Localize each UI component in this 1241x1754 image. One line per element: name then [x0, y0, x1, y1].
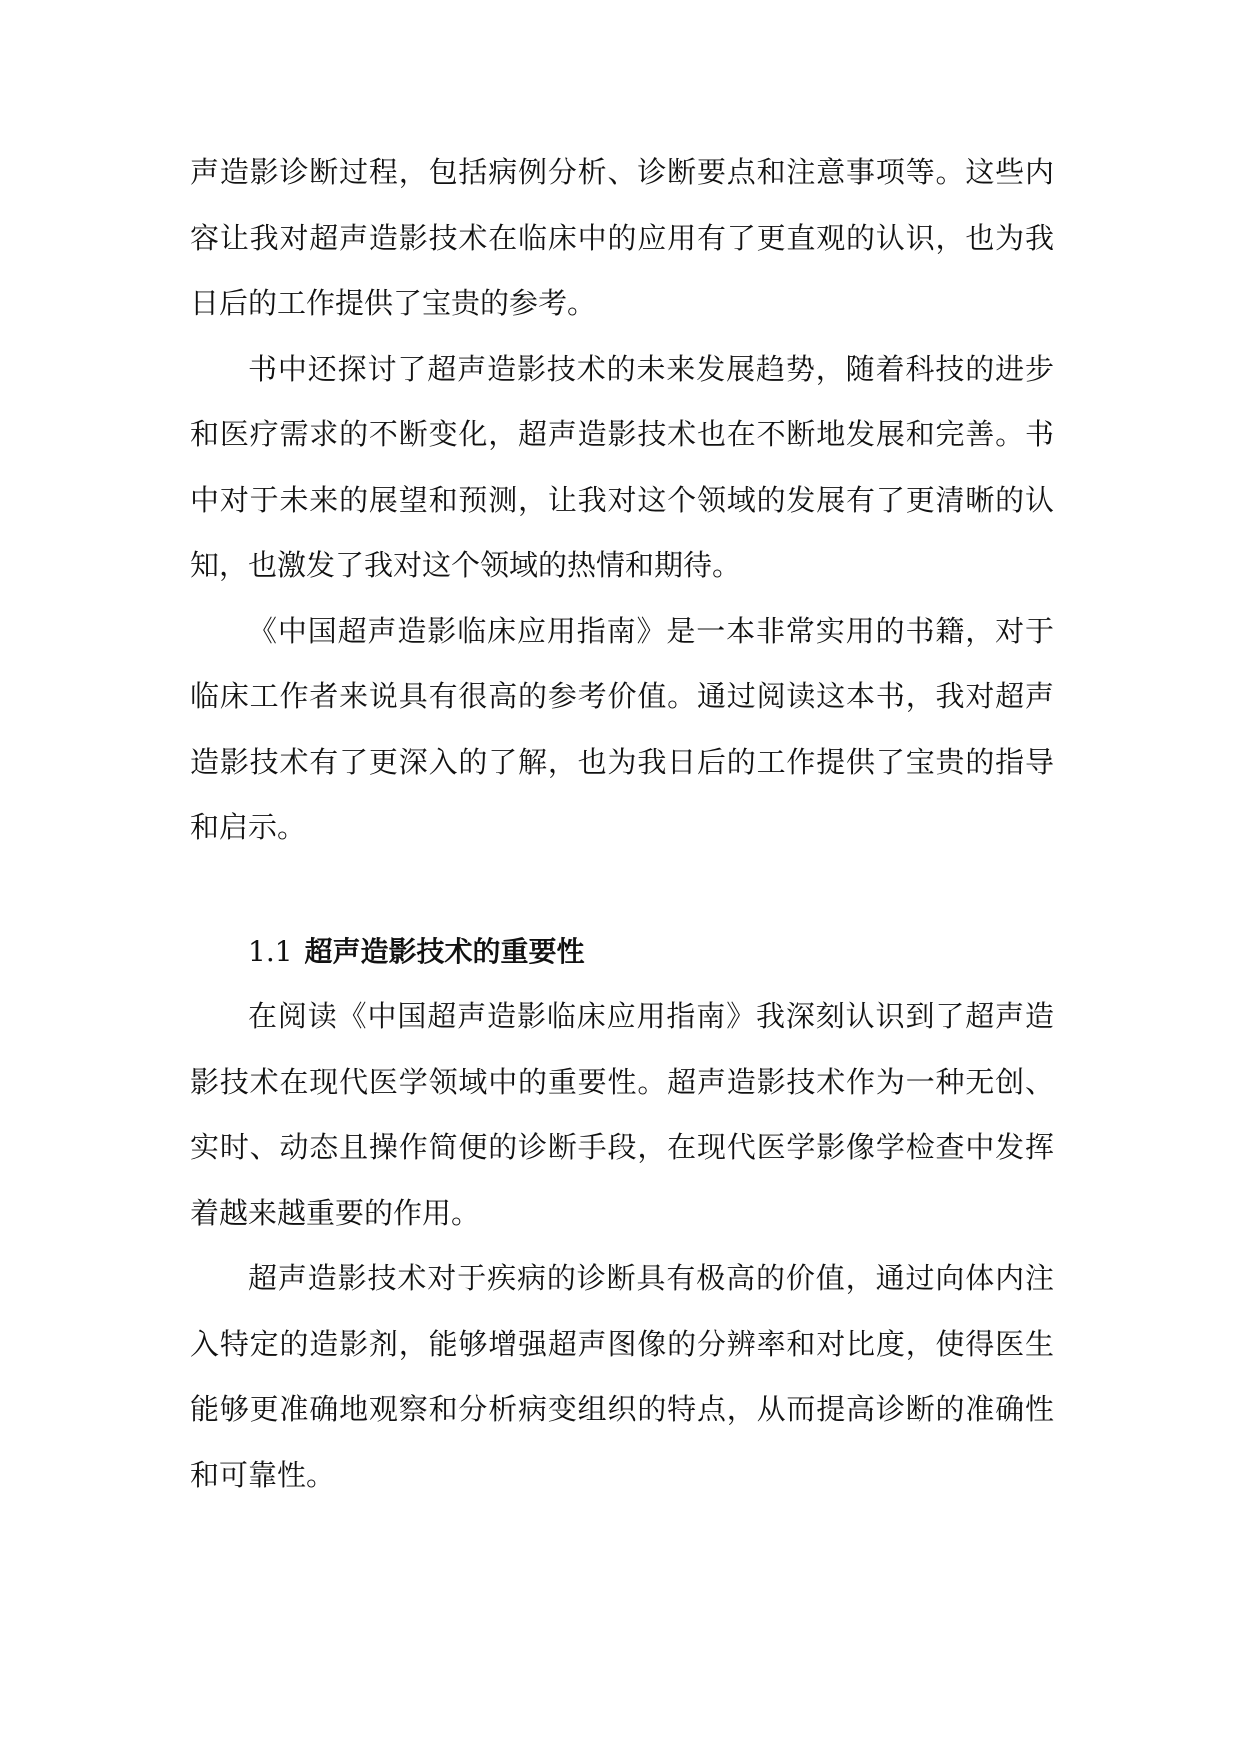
paragraph-diagnostic-value: 超声造影技术对于疾病的诊断具有极高的价值，通过向体内注入特定的造影剂，能够增强超声图像的分辨率和对比度，使得医生能够更准确地观察和分析病变组织的特点，从而提高诊断的准确性和可靠性。 [190, 1261, 1054, 1492]
paragraph-continued: 声造影诊断过程，包括病例分析、诊断要点和注意事项等。这些内容让我对超声造影技术在临床中的应用有了更直观的认识，也为我日后的工作提供了宝贵的参考。 [190, 155, 1054, 320]
paragraph-book-summary: 《中国超声造影临床应用指南》是一本非常实用的书籍，对于临床工作者来说具有很高的参考价值。通过阅读这本书，我对超声造影技术有了更深入的了解，也为我日后的工作提供了宝贵的指导和启示。 [190, 613, 1054, 844]
document-body [190, 140, 1054, 1508]
paragraph-future-trends: 书中还探讨了超声造影技术的未来发展趋势，随着科技的进步和医疗需求的不断变化，超声造影技术也在不断地发展和完善。书中对于未来的展望和预测，让我对这个领域的发展有了更清晰的认知，也激发了我对这个领域的热情和期待。 [190, 351, 1054, 582]
section-title: 超声造影技术的重要性 [304, 934, 585, 968]
paragraph-importance: 在阅读《中国超声造影临床应用指南》我深刻认识到了超声造影技术在现代医学领域中的重要性。超声造影技术作为一种无创、实时、动态且操作简便的诊断手段，在现代医学影像学检查中发挥着越来越重要的作用。 [190, 999, 1054, 1230]
section-number: 1.1 [248, 934, 293, 968]
section-heading [190, 919, 1054, 985]
